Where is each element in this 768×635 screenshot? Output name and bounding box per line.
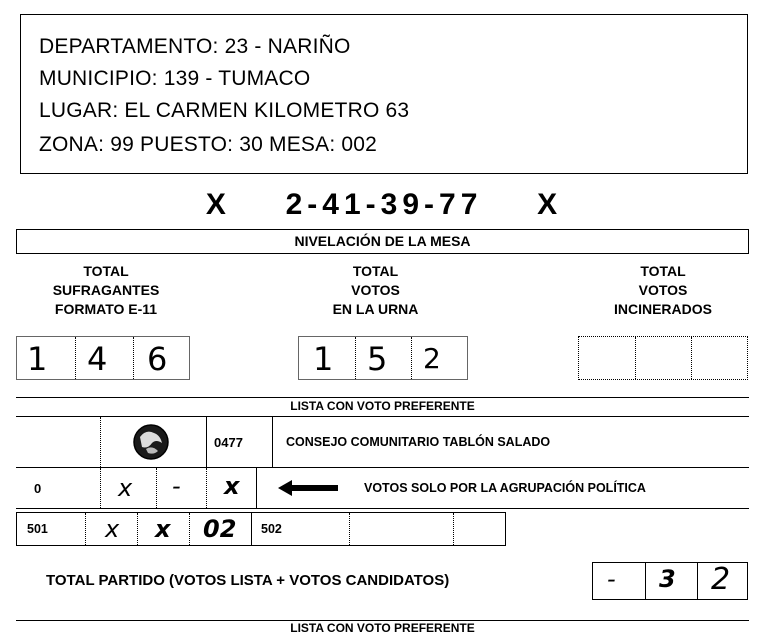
row0-mark-1: x [118, 474, 133, 502]
party-code: 0477 [214, 435, 243, 450]
urna-digit-2: 5 [367, 340, 388, 378]
candidate-502-code: 502 [261, 522, 282, 536]
party-logo-icon [132, 423, 170, 461]
sufragantes-digit-2: 4 [87, 340, 108, 378]
next-section-title: LISTA CON VOTO PREFERENTE [290, 621, 475, 635]
total-mark-3: 2 [711, 562, 731, 597]
zona-puesto-mesa-text: ZONA: 99 PUESTO: 30 MESA: 002 [39, 133, 378, 156]
candidate-501-code: 501 [27, 522, 48, 536]
sufragantes-boxes [16, 336, 190, 380]
cand1-mark-3: 02 [203, 515, 237, 543]
total-partido-label: TOTAL PARTIDO (VOTOS LISTA + VOTOS CANDIDATOS) [46, 572, 450, 589]
row0-code: 0 [34, 481, 42, 496]
sufragantes-digit-3: 6 [147, 340, 168, 378]
lugar-text: LUGAR: EL CARMEN KILOMETRO 63 [39, 99, 410, 122]
cand1-mark-1: x [105, 515, 120, 543]
sufragantes-header: TOTAL SUFRAGANTES FORMATO E-11 [52, 263, 160, 317]
departamento-text: DEPARTAMENTO: 23 - NARIÑO [39, 35, 351, 58]
location-info-box [20, 14, 748, 174]
urna-digit-1: 1 [313, 340, 334, 378]
incinerados-boxes [578, 336, 748, 380]
row0-mark-3: x [224, 472, 240, 500]
urna-boxes [298, 336, 468, 380]
party-row [16, 417, 749, 468]
barcode-code: 2-41-39-77 [285, 188, 483, 221]
agrupacion-label: VOTOS SOLO POR LA AGRUPACIÓN POLÍTICA [364, 481, 646, 495]
cand1-mark-2: x [155, 515, 171, 543]
total-partido-row [16, 550, 749, 610]
lista-voto-preferente-title: LISTA CON VOTO PREFERENTE [290, 399, 475, 413]
total-partido-boxes [592, 562, 748, 600]
municipio-text: MUNICIPIO: 139 - TUMACO [39, 67, 311, 90]
barcode-right-mark: X [537, 188, 563, 221]
sufragantes-digit-1: 1 [27, 340, 48, 378]
incinerados-header: TOTAL VOTOS INCINERADOS [613, 263, 712, 317]
total-mark-1: - [607, 565, 616, 593]
barcode-line [0, 188, 768, 222]
candidate-row [16, 512, 506, 546]
agrupacion-row [16, 468, 749, 509]
total-mark-2: 3 [659, 565, 676, 593]
urna-header: TOTAL VOTOS EN LA URNA [332, 263, 419, 317]
arrow-left-icon [278, 480, 338, 496]
party-name: CONSEJO COMUNITARIO TABLÓN SALADO [286, 435, 551, 449]
nivelacion-header: NIVELACIÓN DE LA MESA [16, 229, 749, 254]
row0-mark-2: - [172, 472, 181, 500]
urna-digit-3: 2 [423, 342, 441, 375]
barcode-left-mark: X [205, 188, 231, 221]
